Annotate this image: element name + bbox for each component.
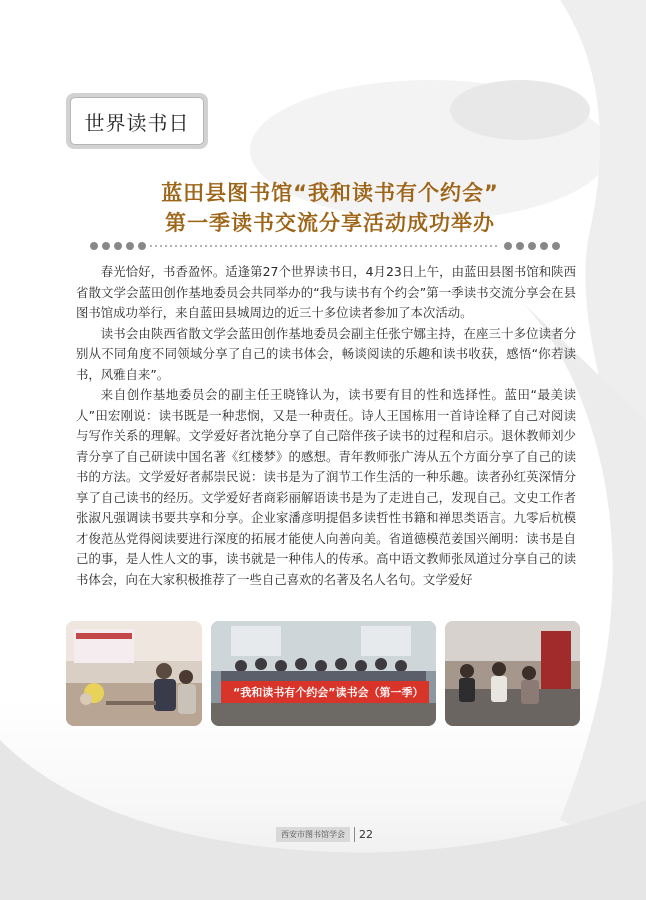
page-number: 22 bbox=[359, 828, 373, 841]
paragraph: 春光恰好，书香盈怀。适逢第27个世界读书日，4月23日上午，由蓝田县图书馆和陕西省散文学会蓝田创作基地委员会共同举办的“我与读书有个约会”第一季读书交流分享会在县图书馆成功举行，来自蓝田县城周边的近三十多位读者参加了本次活动。 bbox=[76, 264, 576, 320]
paragraph: 来自创作基地委员会的副主任王晓锋认为，读书要有目的性和选择性。蓝田“最美读人”田宏刚说：读书既是一种悲悯，又是一种责任。诗人王国栋用一首诗诠释了自己对阅读与写作关系的理解。文学爱好者沈艳分享了自己陪伴孩子读书的过程和启示。退休教师刘少青分享了自己研读中国名著《红楼梦》的感想。青年教师张广涛从五个方面分享了自己的读书的方法。文学爱好者郝崇民说：读书是为了润节工作生活的一种乐趣。读者孙红英深情分享了自己读书的经历。文学爱好者商彩丽解语读书是为了走进自己，发现自己。文史工作者张淑凡强调读书要共享和分享。企业家潘彦明提倡多读哲性书籍和禅思类语言。九零后杭模才俊范丛党得阅读要进行深度的拓展才能使人向善向美。省道德模范姜国兴阐明：读书是自己的事，是人性人文的事，读书就是一种伟人的传承。高中语文教师张凤道过分享自己的读书体会，向在大家积极推荐了一些自己喜欢的名著及名人名句。文学爱好 bbox=[76, 387, 576, 587]
article-title-line1: 蓝田县图书馆“我和读书有个约会” bbox=[161, 181, 499, 205]
section-tag bbox=[66, 93, 208, 149]
title-divider bbox=[90, 240, 560, 252]
paragraph: 读书会由陕西省散文学会蓝田创作基地委员会副主任张宁娜主持，在座三十多位读者分别从不同角度不同领域分享了自己的读书体会，畅谈阅读的乐趣和读书收获，感悟“你若读书，风雅自来”。 bbox=[76, 325, 576, 382]
page-footer bbox=[276, 827, 373, 842]
section-tag-label: 世界读书日 bbox=[70, 97, 204, 145]
article-title-line2: 第一季读书交流分享活动成功举办 bbox=[165, 211, 495, 235]
footer-publisher: 西安市图书馆学会 bbox=[276, 827, 350, 842]
footer-separator bbox=[354, 827, 355, 842]
event-photo-3 bbox=[445, 621, 580, 726]
article-body bbox=[76, 262, 576, 590]
photo-banner-text: “我和读书有个约会”读书会（第一季） bbox=[233, 686, 424, 699]
event-photo-2-group bbox=[211, 621, 436, 726]
event-photo-1 bbox=[66, 621, 202, 726]
